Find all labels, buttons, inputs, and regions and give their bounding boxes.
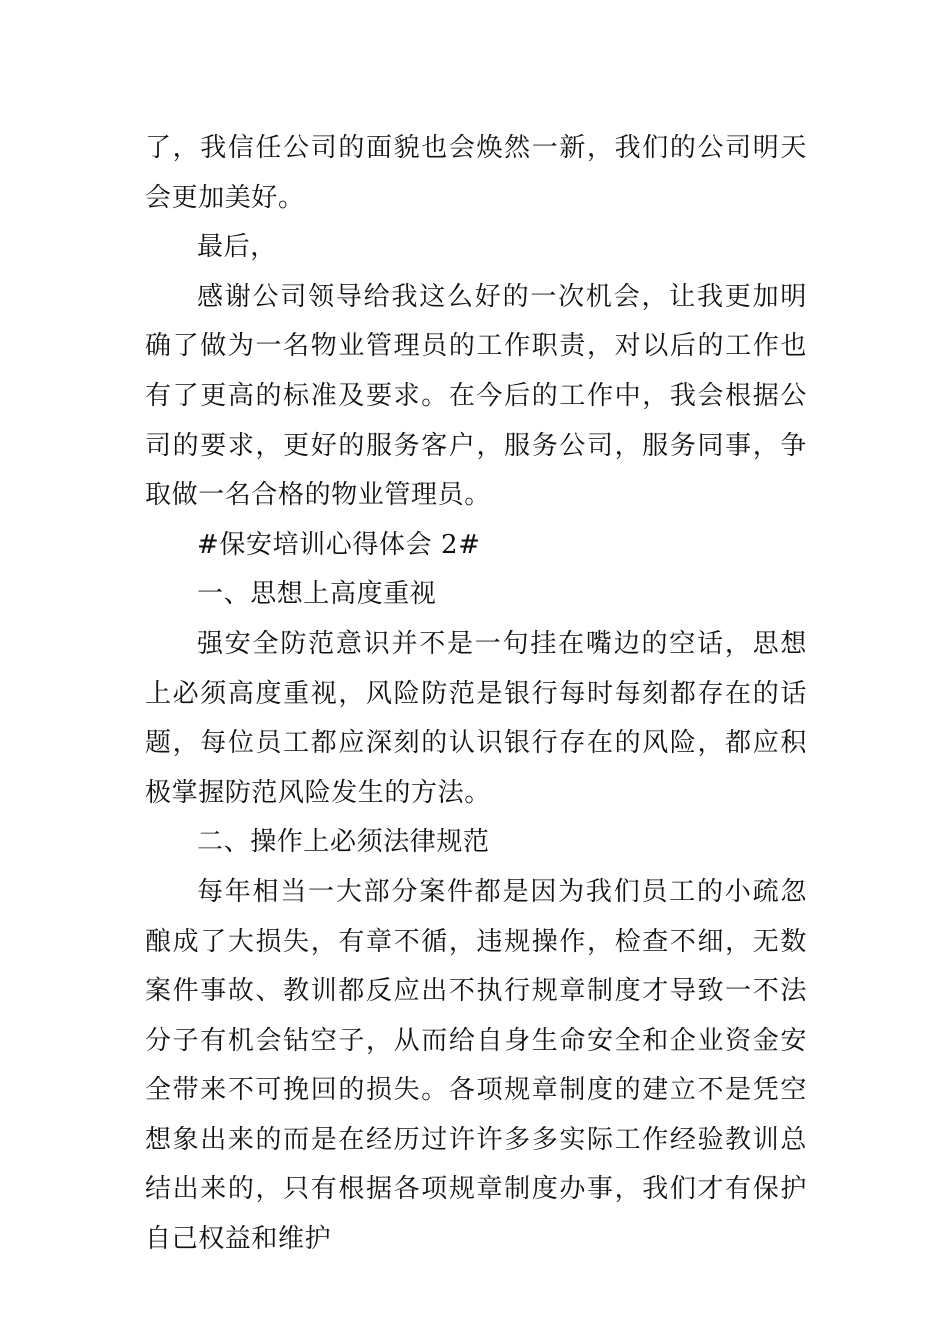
document-body bbox=[145, 124, 807, 1265]
section-heading-two: 二、操作上必须法律规范 bbox=[197, 827, 490, 858]
paragraph-continuation: 了，我信任公司的面貌也会焕然一新，我们的公司明天会更加美好。 bbox=[145, 133, 807, 213]
paragraph-awareness: 强安全防范意识并不是一句挂在嘴边的空话，思想上必须高度重视，风险防范是银行每时每刻都存在的话题，每位员工都应深刻的认识银行存在的风险，都应积极掌握防范风险发生的方法。 bbox=[145, 628, 807, 808]
paragraph-closing-label: 最后， bbox=[197, 232, 277, 263]
paragraph-regulations: 每年相当一大部分案件都是因为我们员工的小疏忽酿成了大损失，有章不循，违规操作，检查不细，无数案件事故、教训都反应出不执行规章制度才导致一不法分子有机会钻空子，从而给自身生命安全和企业资金安全带来不可挽回的损失。各项规章制度的建立不是凭空想象出来的而是在经历过许许多多实际工作经验教训总结出来的，只有根据各项规章制度办事，我们才有保护自己权益和维护 bbox=[145, 876, 807, 1255]
section-heading-title: #保安培训心得体会 2# bbox=[197, 529, 481, 560]
paragraph-thanks: 感谢公司领导给我这么好的一次机会，让我更加明确了做为一名物业管理员的工作职责，对以后的工作也有了更高的标准及要求。在今后的工作中，我会根据公司的要求，更好的服务客户，服务公司，服务同事，争取做一名合格的物业管理员。 bbox=[145, 281, 807, 511]
section-heading-one: 一、思想上高度重视 bbox=[197, 579, 437, 610]
